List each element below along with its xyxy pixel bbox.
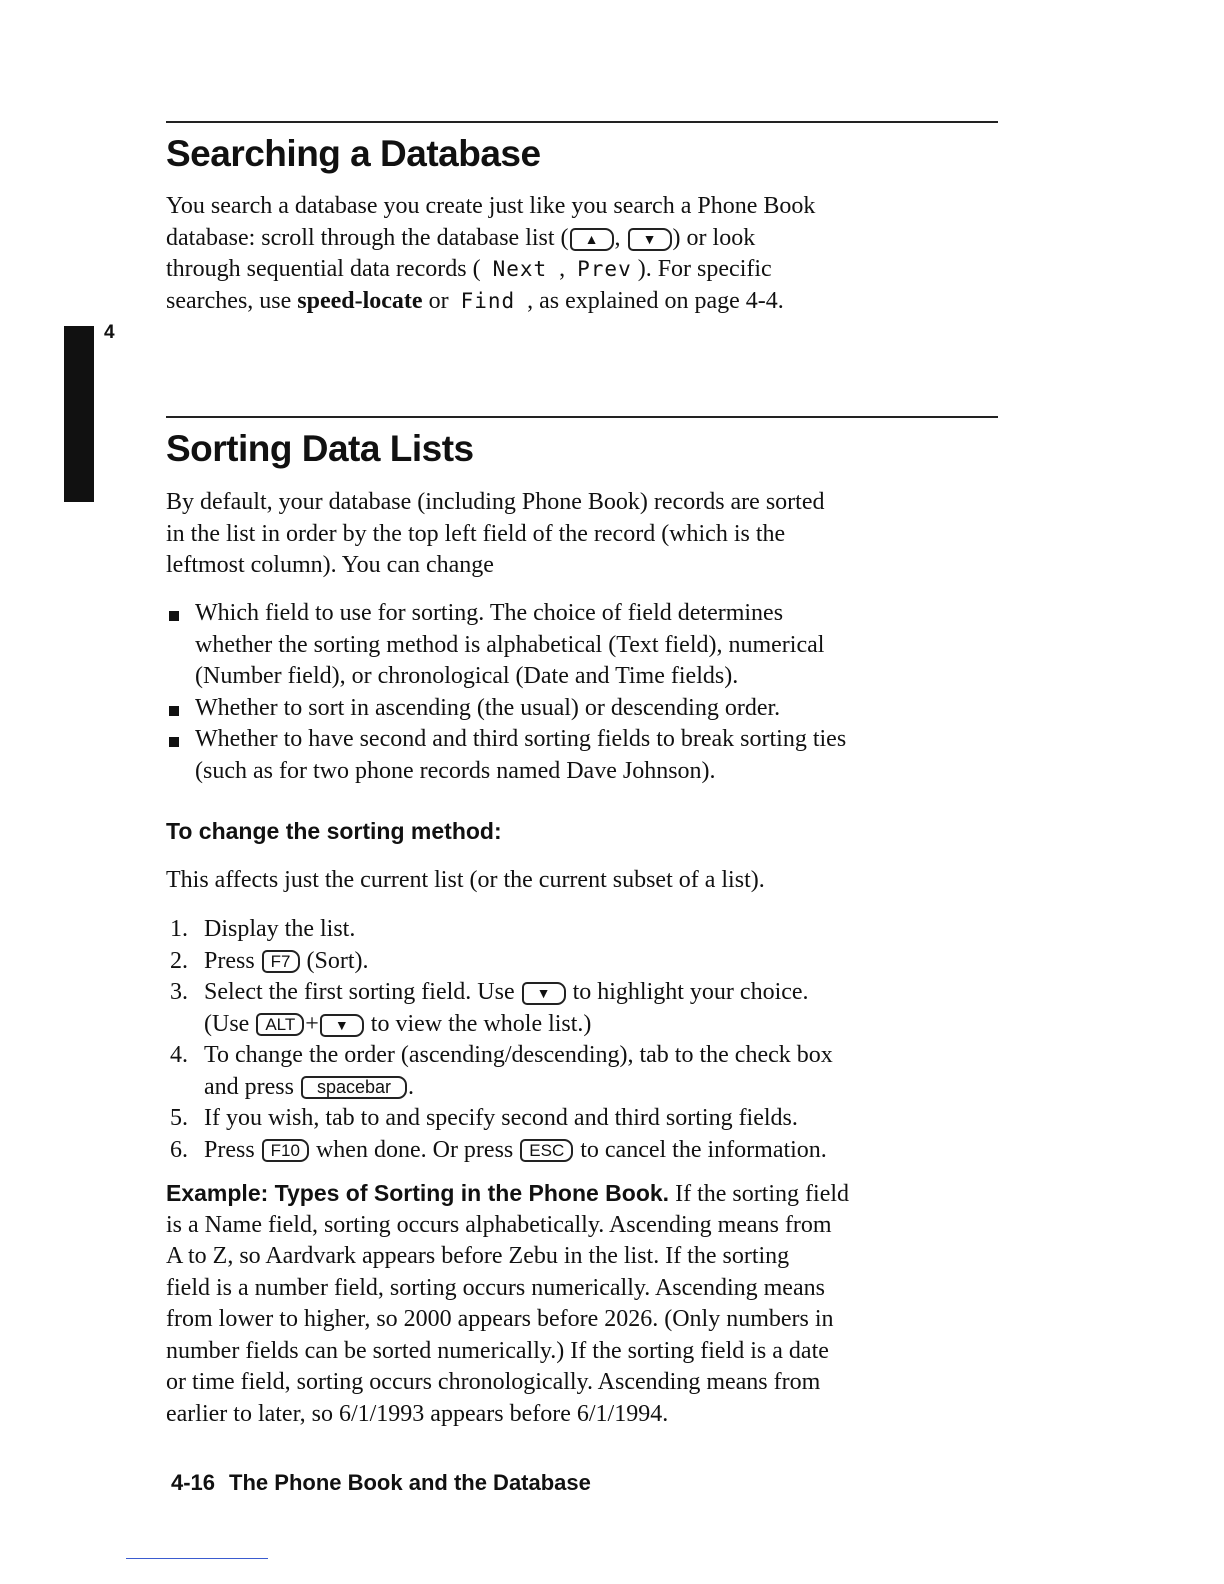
page-number: 4-16 xyxy=(171,1470,216,1495)
up-arrow-key-icon: ▲ xyxy=(570,228,614,251)
change-method-heading: To change the sorting method: xyxy=(166,818,502,844)
list-item: 3. Select the first sorting field. Use ▼ to highlight your choice. (Use ALT + ▼ to view the whole list.) xyxy=(170,979,809,1037)
searching-line-2: database: scroll through the database list ( ▲ , ▼ ) or look xyxy=(166,224,756,251)
list-item: 5. If you wish, tab to and specify second and third sorting fields. xyxy=(170,1105,798,1131)
softkey-find: Find xyxy=(460,288,516,313)
list-item: Which field to use for sorting. The choice of field determines whether the sorting method is alphabetical (Text field), numerical (Number field), or chronological (Date and Time fields). xyxy=(166,598,1006,693)
bullet-square-icon xyxy=(169,611,179,621)
bullet-square-icon xyxy=(169,706,179,716)
section-rule xyxy=(166,416,998,418)
searching-line-4: searches, use speed-locate or Find , as explained on page 4-4. xyxy=(166,287,784,314)
list-item: Whether to sort in ascending (the usual) or descending order. xyxy=(166,693,1006,725)
searching-heading: Searching a Database xyxy=(166,133,541,174)
bottom-edge-line xyxy=(126,1558,268,1559)
page-footer xyxy=(171,1470,591,1496)
example-paragraph: Example: Types of Sorting in the Phone Book. If the sorting field is a Name field, sorting occurs alphabetically. Ascending means from A to Z, so Aardvark appears before Zebu in the list. If the sorting field is a number field, sorting occurs numerically. Ascending means from lower to higher, so 2000 appears before 2026. (Only numbers in number fields can be sorted numerically.) If the sorting field is a date or time field, sorting occurs chronologically. Ascending means from earlier to later, so 6/1/1993 appears before 6/1/1994. xyxy=(166,1180,850,1427)
down-arrow-key-icon: ▼ xyxy=(522,982,566,1005)
f7-key-icon: F7 xyxy=(262,950,300,973)
list-item: Whether to have second and third sorting fields to break sorting ties (such as for two phone records named Dave Johnson). xyxy=(166,724,1006,787)
list-item: 1. Display the list. xyxy=(170,916,356,942)
sorting-intro-line: in the list in order by the top left field of the record (which is the xyxy=(166,520,786,547)
spacebar-key-icon: spacebar xyxy=(301,1076,407,1099)
alt-key-icon: ALT xyxy=(256,1013,304,1036)
example-heading: Example: Types of Sorting in the Phone Book. xyxy=(166,1180,670,1206)
softkey-next: Next xyxy=(492,257,548,281)
searching-paragraph xyxy=(166,191,1006,317)
change-method-intro: This affects just the current list (or the current subset of a list). xyxy=(166,867,765,893)
esc-key-icon: ESC xyxy=(520,1139,573,1162)
sorting-intro xyxy=(166,487,1006,582)
softkey-prev: Prev xyxy=(577,257,632,281)
bullet-square-icon xyxy=(169,737,179,747)
down-arrow-key-icon: ▼ xyxy=(320,1014,364,1037)
f10-key-icon: F10 xyxy=(262,1139,309,1162)
sorting-heading: Sorting Data Lists xyxy=(166,428,474,469)
speed-locate-term: speed-locate xyxy=(297,287,423,314)
searching-line-1: You search a database you create just like you search a Phone Book xyxy=(166,193,816,219)
searching-line-3: through sequential data records ( Next , Prev ). For specific xyxy=(166,256,772,282)
sorting-intro-line: leftmost column). You can change xyxy=(166,552,494,578)
chapter-tab-bar xyxy=(64,326,94,502)
list-item: 6. Press F10 when done. Or press ESC to cancel the information. xyxy=(170,1136,827,1163)
sorting-steps-list xyxy=(166,914,1006,1166)
sorting-intro-line: By default, your database (including Phone Book) records are sorted xyxy=(166,489,825,515)
section-rule xyxy=(166,121,998,123)
chapter-tab-number: 4 xyxy=(104,322,115,343)
sorting-options-list xyxy=(166,598,1006,787)
chapter-title: The Phone Book and the Database xyxy=(229,1470,591,1495)
list-item: 4. To change the order (ascending/descending), tab to the check box and press spacebar . xyxy=(170,1042,833,1100)
down-arrow-key-icon: ▼ xyxy=(628,228,672,251)
list-item: 2. Press F7 (Sort). xyxy=(170,947,369,974)
